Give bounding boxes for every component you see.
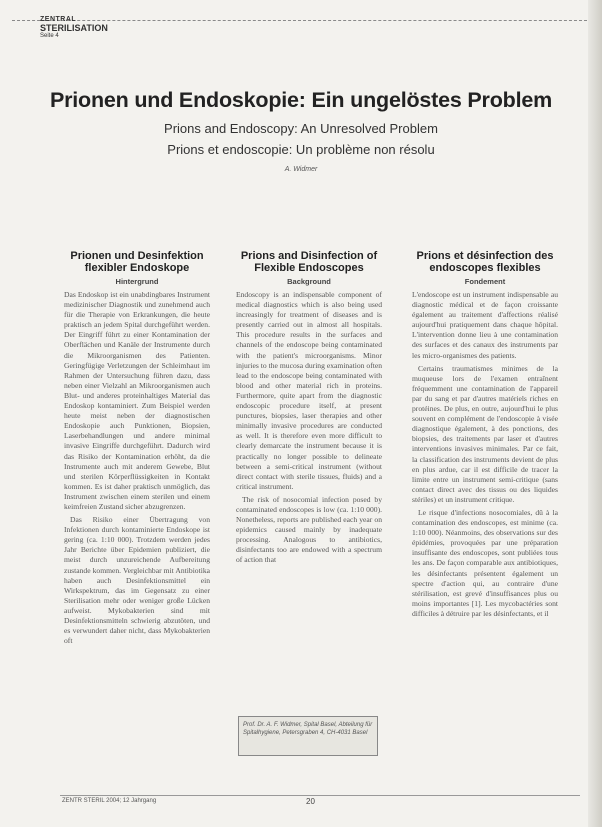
paragraph: Endoscopy is an indispensable component of medical diagnostics which is also being used increasingly for treatment of diseases and is presently carried out in almost all hospitals. This procedure results in the surfaces and channels of the endoscope being contaminated with the patient's microorganisms. Minor injuries to the mucosa during examination often lead to the endoscope being contaminated with blood and other material rich in proteins. Furthermore, quite apart from the diagnostic endoscopic procedure itself, at present punctures, biopsies, laser therapies and other minimally invasive procedures are conducted as well. It is therefore even more difficult to clearly demarcate the instrument because it is practically no longer possible to delineate between a semi-critical instrument (without direct contact with sterile tissues, fluids) and a critical instrument. xyxy=(236,290,382,491)
page-binding-shadow xyxy=(588,0,602,827)
journal-logo-line3: Seite 4 xyxy=(40,33,59,39)
paragraph: Le risque d'infections nosocomiales, dû à la contamination des endoscopes, est minime (ca. 1:10 000). Néanmoins, des observations sur des épidémies, provoquées par une préparation insuffisante des endoscopes, sont publiées tous les ans. De façon comparable aux antibiotiques, les désinfectants présentent également un spectre d'action qui, au contraire d'une stérilisation, est grevé d'insuffisances plus ou moins importantes [1]. Les mycobactéries sont difficiles à détruire par les désinfectants, et il xyxy=(412,507,558,618)
journal-logo-line2: STERILISATION xyxy=(40,23,108,33)
column-german-body xyxy=(64,290,210,646)
column-french-subheading: Fondement xyxy=(464,277,506,286)
footer-journal-issue: ZENTR STERIL 2004; 12 Jahrgang xyxy=(62,798,157,804)
paragraph: Das Endoskop ist ein unabdingbares Instrument medizinischer Diagnostik und zunehmend auch für die Therapie von Erkrankungen, die heute praktisch an jedem Spital durchgeführt werden. Der Eingriff führt zu einer Kontamination der Oberflächen und Kanäle der Instrumente durch die Mikroorganismen des Patienten. Geringfügige Verletzungen der Schleimhaut im Rahmen der Untersuchung führen dazu, dass neben einer Vielzahl an Mikroorganismen auch Blut- und anderes proteinhaltiges Material das Endoskop kontaminiert. Zum Beispiel werden heute meist neben der diagnostischen Endoskopie auch Punktionen, Biopsien, Laserbehandlungen und andere minimal invasive Eingriffe durchgeführt. Dadurch wird das Risiko der Kontamination erhöht, da die Instrumente auch mit anderem Gewebe, Blut und sterilen Körperflüssigkeiten in Kontakt kommen. Es ist daher praktisch unmöglich, das Instrument zwischen einem sterilen und einem keimfreien Zustand sicher abzugrenzen. xyxy=(64,290,210,511)
column-english xyxy=(236,250,382,569)
column-german xyxy=(64,250,210,649)
article-title-english: Prions and Endoscopy: An Unresolved Problem xyxy=(164,121,438,136)
column-english-heading: Prions and Disinfection of Flexible Endoscopes xyxy=(240,250,378,274)
paragraph: Certains traumatismes minimes de la muqueuse lors de l'examen entraînent fréquemment une contamination de l'appareil par du sang et par d'autres matériels riches en protéines. De plus, en outre, aujourd'hui le plus souvent en complément de l'endoscopie à visée diagnostique également, à des ponctions, des biopsies, des traitements par laser et d'autres interventions invasives minimales. Par ce fait, la classification des instruments devient de plus en plus ardue, car il est difficile de tracer la limite entre un instrument semi-critique (sans contact direct avec des tissus ou des liquides stériles) et un instrument critique. xyxy=(412,363,558,504)
column-german-subheading: Hintergrund xyxy=(115,277,159,286)
author: A. Widmer xyxy=(284,166,318,173)
author-affiliation-box: Prof. Dr. A. F. Widmer, Spital Basel, Abteilung für Spitalhygiene, Petersgraben 4, CH-4031 Basel xyxy=(238,716,378,756)
journal-logo-line1: ZENTRAL xyxy=(40,16,77,23)
column-french-body xyxy=(412,290,558,619)
paragraph: Das Risiko einer Übertragung von Infektionen durch kontaminierte Endoskope ist gering (ca. 1:10 000). Trotzdem werden jedes Jahr Berichte über Epidemien publiziert, die meist durch unzureichende Aufbereitung zustande kommen. Vergleichbar mit Antibiotika haben auch Desinfektionsmittel ein Wirkspektrum, das im Gegensatz zu einer Sterilisation mehr oder weniger große Lücken aufweist. Mykobakterien sind mit Desinfektionsmitteln schwierig abzutöten, und es verwundert daher nicht, dass Mykobakterien oft xyxy=(64,515,210,646)
paragraph: L'endoscope est un instrument indispensable au diagnostic médical et de façon croissante également au traitement d'affections réalisé aujourd'hui pratiquement dans chaque hôpital. L'intervention donne lieu à une contamination des surfaces et des canaux des instruments par les micro-organismes des patients. xyxy=(412,290,558,360)
column-french-heading: Prions et désinfection des endoscopes flexibles xyxy=(416,250,554,274)
column-english-body xyxy=(236,290,382,566)
paragraph: The risk of nosocomial infection posed by contaminated endoscopes is low (ca. 1:10 000). Nonetheless, reports are published each year on epidemics caused mainly by inadequate processing. Analogous to antibiotics, disinfectants too are endowed with a spectrum of action that xyxy=(236,494,382,565)
journal-logo xyxy=(40,16,108,40)
article-title: Prionen und Endoskopie: Ein ungelöstes Problem xyxy=(49,88,553,112)
column-german-heading: Prionen und Desinfektion flexibler Endoskope xyxy=(70,250,204,274)
footer-rule xyxy=(60,795,580,796)
column-french xyxy=(412,250,558,622)
article-title-french: Prions et endoscopie: Un problème non résolu xyxy=(167,142,435,157)
page-number: 20 xyxy=(306,797,315,806)
column-english-subheading: Background xyxy=(287,277,331,286)
